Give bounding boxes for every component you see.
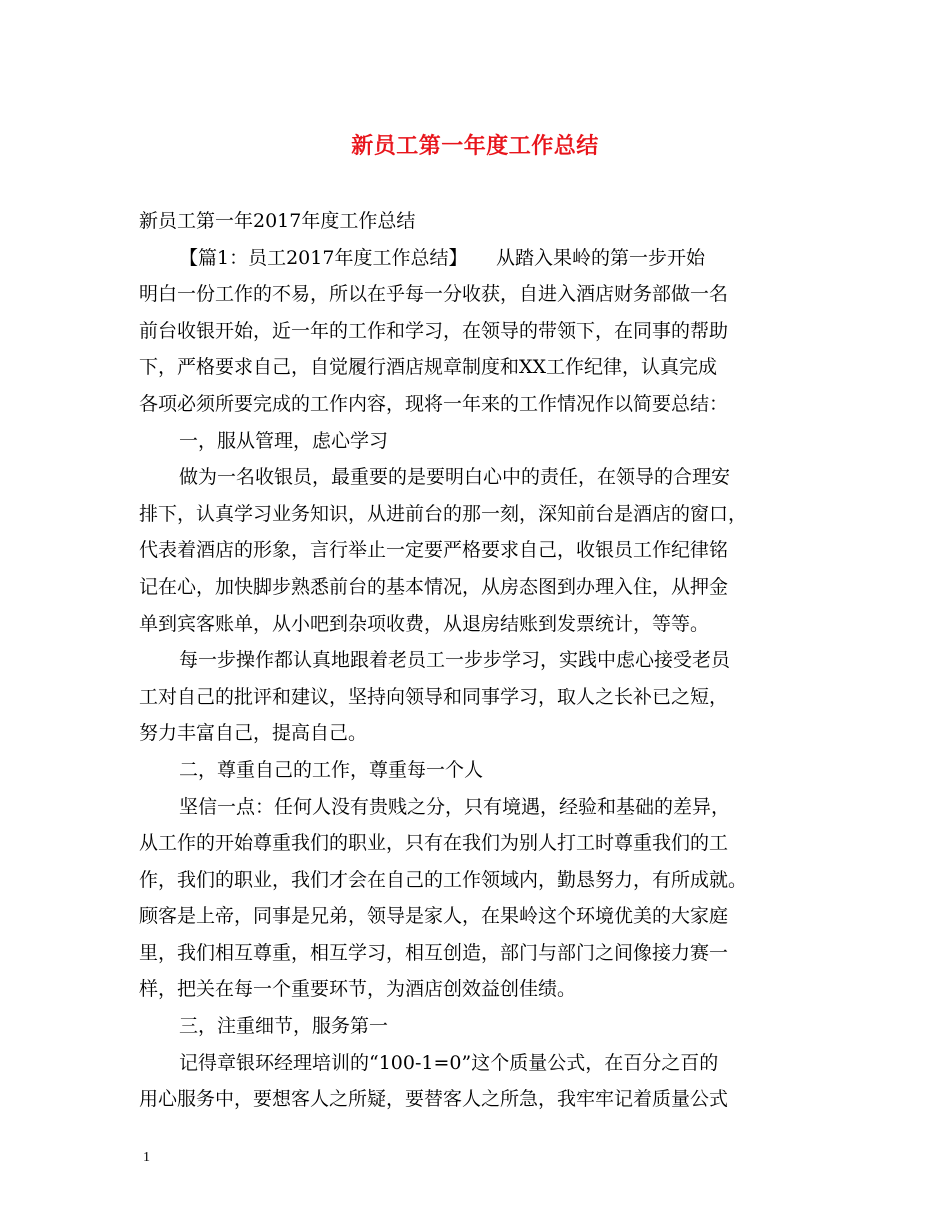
text-line: 单到宾客账单，从小吧到杂项收费，从退房结账到发票统计，等等。 — [139, 612, 710, 635]
text-line: 下，严格要求自己，自觉履行酒店规章制度和XX工作纪律，认真完成 — [139, 356, 718, 379]
text-line: 记得章银环经理培训的“100-1=0”这个质量公式，在百分之百的 — [179, 1051, 719, 1074]
page-number: 1 — [143, 1150, 150, 1165]
text-line: 代表着酒店的形象，言行举止一定要严格要求自己，收银员工作纪律铭 — [139, 539, 729, 562]
text-line: 二，尊重自己的工作，尊重每一个人 — [179, 758, 484, 781]
text-line: 作，我们的职业，我们才会在自己的工作领域内，勤恳努力，有所成就。 — [139, 868, 748, 891]
text-line: 顾客是上帝，同事是兄弟，领导是家人，在果岭这个环境优美的大家庭 — [139, 905, 729, 928]
text-line: 每一步操作都认真地跟着老员工一步步学习，实践中虑心接受老员 — [179, 649, 731, 672]
text-line: 三，注重细节，服务第一 — [179, 1015, 389, 1038]
text-line: 前台收银开始，近一年的工作和学习，在领导的带领下，在同事的帮助 — [139, 319, 729, 342]
text-line: 工对自己的批评和建议，坚持向领导和同事学习，取人之长补已之短， — [139, 685, 729, 708]
text-line: 从工作的开始尊重我们的职业，只有在我们为别人打工时尊重我们的工 — [139, 832, 729, 855]
text-line: 各项必须所要完成的工作内容，现将一年来的工作情况作以简要总结： — [139, 392, 729, 415]
text-line: 样，把关在每一个重要环节，为酒店创效益创佳绩。 — [139, 978, 577, 1001]
text-line: 做为一名收银员，最重要的是要明白心中的责任，在领导的合理安 — [179, 466, 731, 489]
text-line: 排下，认真学习业务知识，从进前台的那一刻，深知前台是酒店的窗口， — [139, 502, 748, 525]
document-title: 新员工第一年度工作总结 — [351, 134, 599, 159]
text-line: 用心服务中，要想客人之所疑，要替客人之所急，我牢牢记着质量公式 — [139, 1088, 729, 1111]
text-line: 一，服从管理，虑心学习 — [179, 429, 389, 452]
text-line: 记在心，加快脚步熟悉前台的基本情况，从房态图到办理入住，从押金 — [139, 575, 729, 598]
text-line: 努力丰富自己，提高自己。 — [139, 722, 368, 745]
text-line: 明白一份工作的不易，所以在乎每一分收获，自进入酒店财务部做一名 — [139, 283, 729, 306]
text-line: 坚信一点：任何人没有贵贱之分，只有境遇，经验和基础的差异， — [179, 795, 731, 818]
text-line: 【篇1：员工2017年度工作总结】 从踏入果岭的第一步开始 — [179, 246, 705, 269]
text-line: 里，我们相互尊重，相互学习，相互创造，部门与部门之间像接力赛一 — [139, 941, 729, 964]
text-line: 新员工第一年2017年度工作总结 — [139, 210, 416, 232]
document-body — [139, 203, 819, 1118]
